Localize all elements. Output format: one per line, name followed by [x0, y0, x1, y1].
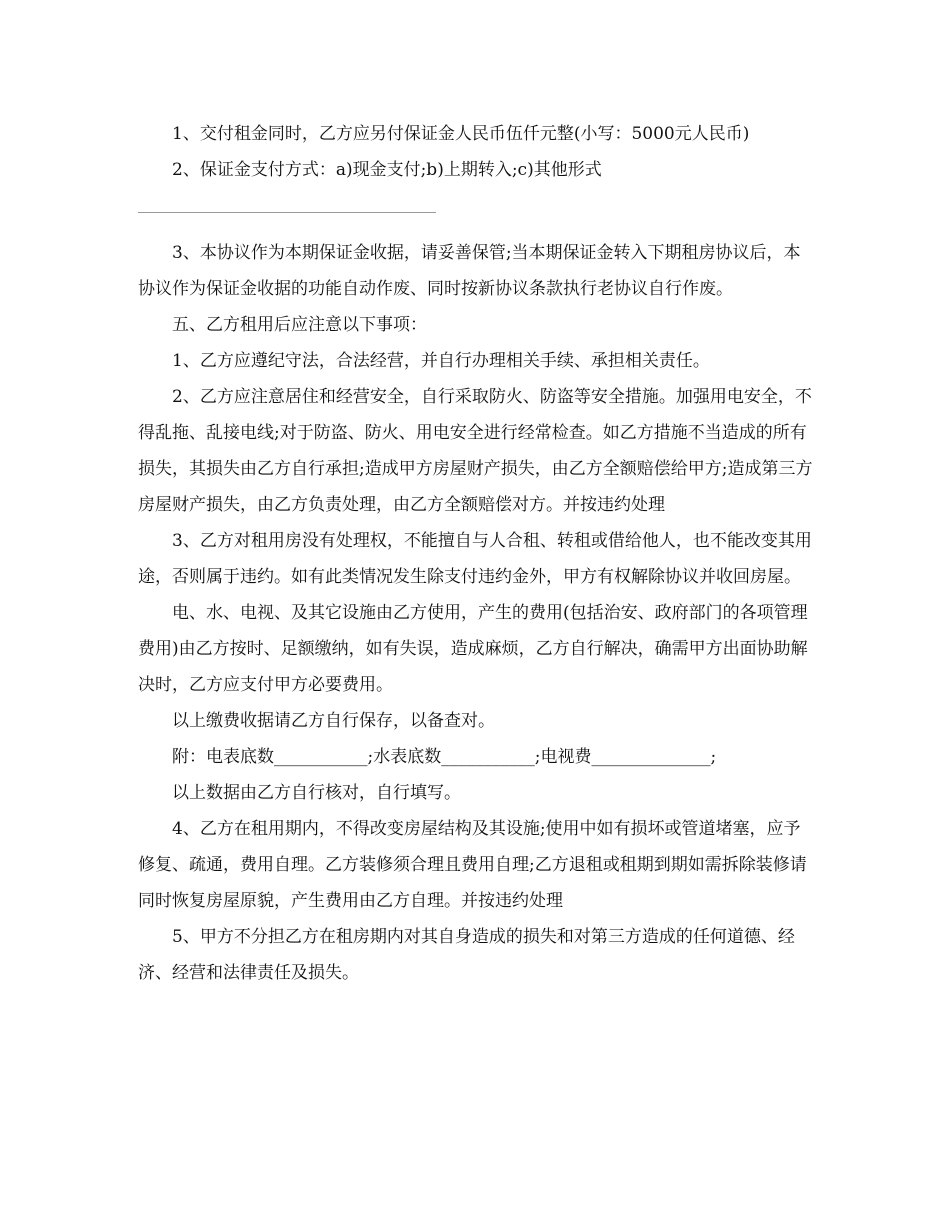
paragraph-liability-disclaimer: 5、甲方不分担乙方在租房期内对其自身造成的损失和对第三方造成的任何道德、经济、经营和法律责任及损失。 [138, 927, 795, 983]
section-heading-tenant-notes: 五、乙方租用后应注意以下事项： [172, 315, 427, 335]
paragraph-self-verify: 以上数据由乙方自行核对，自行填写。 [172, 783, 461, 803]
paragraph-keep-receipts: 以上缴费收据请乙方自行保存，以备查对。 [172, 711, 495, 731]
paragraph-lawful-operation: 1、乙方应遵纪守法，合法经营，并自行办理相关手续、承担相关责任。 [172, 351, 710, 371]
paragraph-deposit-amount: 1、交付租金同时，乙方应另付保证金人民币伍仟元整(小写：5000元人民币) [172, 124, 750, 144]
document-page [138, 116, 813, 991]
paragraph-safety-measures: 2、乙方应注意居住和经营安全，自行采取防火、防盗等安全措施。加强用电安全，不得乱拖、乱接电线;对于防盗、防火、用电安全进行经常检查。如乙方措施不当造成的所有损失，其损失由乙方自行承担;造成甲方房屋财产损失，由乙方全额赔偿给甲方;造成第三方房屋财产损失，由乙方负责处理，由乙方全额赔偿对方。并按违约处理 [138, 387, 813, 515]
paragraph-structure-renovation: 4、乙方在租用期内，不得改变房屋结构及其设施;使用中如有损坏或管道堵塞，应予修复、疏通，费用自理。乙方装修须合理且费用自理;乙方退租或租期到期如需拆除装修请同时恢复房屋原貌，产生费用由乙方自理。并按违约处理 [138, 819, 807, 911]
paragraph-receipt-validity: 3、本协议作为本期保证金收据，请妥善保管;当本期保证金转入下期租房协议后，本协议作为保证金收据的功能自动作废、同时按新协议条款执行老协议自行作废。 [138, 243, 801, 299]
paragraph-deposit-payment-method: 2、保证金支付方式：a)现金支付;b)上期转入;c)其他形式 [172, 160, 602, 180]
footnote-divider [138, 212, 436, 213]
paragraph-utility-fees: 电、水、电视、及其它设施由乙方使用，产生的费用(包括治安、政府部门的各项管理费用)由乙方按时、足额缴纳，如有失误，造成麻烦，乙方自行解决，确需甲方出面协助解决时，乙方应支付甲方必要费用。 [138, 603, 808, 695]
paragraph-meter-readings: 附：电表底数___________;水表底数___________;电视费______________; [172, 747, 717, 767]
paragraph-no-sublet: 3、乙方对租用房没有处理权，不能擅自与人合租、转租或借给他人，也不能改变其用途，否则属于违约。如有此类情况发生除支付违约金外，甲方有权解除协议并收回房屋。 [138, 531, 812, 587]
